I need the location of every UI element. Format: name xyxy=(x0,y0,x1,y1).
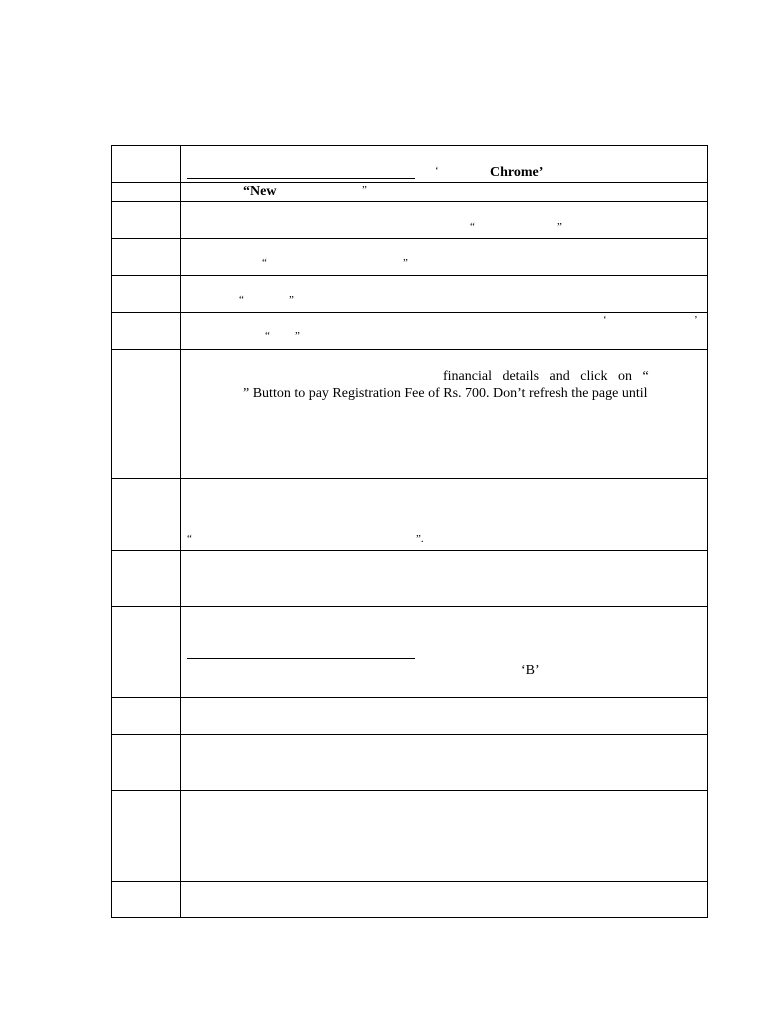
open-quote: ‘ xyxy=(603,314,607,326)
table-row xyxy=(112,479,707,551)
table-row xyxy=(112,183,707,202)
form-letter: ‘B’ xyxy=(521,663,540,678)
serial-cell xyxy=(112,698,181,734)
table-row xyxy=(112,202,707,239)
serial-cell xyxy=(112,239,181,275)
serial-cell xyxy=(112,551,181,606)
serial-cell xyxy=(112,791,181,881)
close-quote: ’ xyxy=(694,314,698,326)
table-row xyxy=(112,276,707,313)
close-quote: ” xyxy=(557,221,562,233)
open-quote: “ xyxy=(187,533,192,545)
new-label: “New xyxy=(243,184,277,199)
serial-cell xyxy=(112,276,181,312)
table-row xyxy=(112,313,707,350)
serial-cell xyxy=(112,882,181,917)
table-row xyxy=(112,698,707,735)
close-quote: ” xyxy=(362,184,367,196)
open-quote: ‘ xyxy=(435,165,439,177)
table-row xyxy=(112,551,707,607)
table-row xyxy=(112,239,707,276)
close-quote: ” xyxy=(289,294,294,306)
payment-text-line-1: financial details and click on “ xyxy=(443,369,649,384)
open-quote: “ xyxy=(239,294,244,306)
close-quote: ” xyxy=(403,257,408,269)
serial-cell xyxy=(112,479,181,550)
open-quote: “ xyxy=(470,221,475,233)
serial-cell xyxy=(112,607,181,697)
payment-text-line-2: ” Button to pay Registration Fee of Rs. 700. Don’t refresh the page until xyxy=(243,386,648,401)
close-quote: ”. xyxy=(416,533,424,545)
serial-cell xyxy=(112,202,181,238)
serial-cell xyxy=(112,735,181,790)
open-quote: “ xyxy=(265,330,270,342)
table-row xyxy=(112,146,707,183)
open-quote: “ xyxy=(262,257,267,269)
serial-cell xyxy=(112,183,181,201)
browser-name: Chrome’ xyxy=(490,165,544,180)
table-row xyxy=(112,882,707,917)
table-row xyxy=(112,735,707,791)
underline-blank xyxy=(187,658,415,659)
serial-cell xyxy=(112,350,181,478)
underline-blank xyxy=(187,178,415,179)
close-quote: ” xyxy=(295,330,300,342)
instructions-table xyxy=(111,145,708,918)
table-row xyxy=(112,607,707,698)
table-row xyxy=(112,791,707,882)
table-row xyxy=(112,350,707,479)
serial-cell xyxy=(112,146,181,182)
serial-cell xyxy=(112,313,181,349)
